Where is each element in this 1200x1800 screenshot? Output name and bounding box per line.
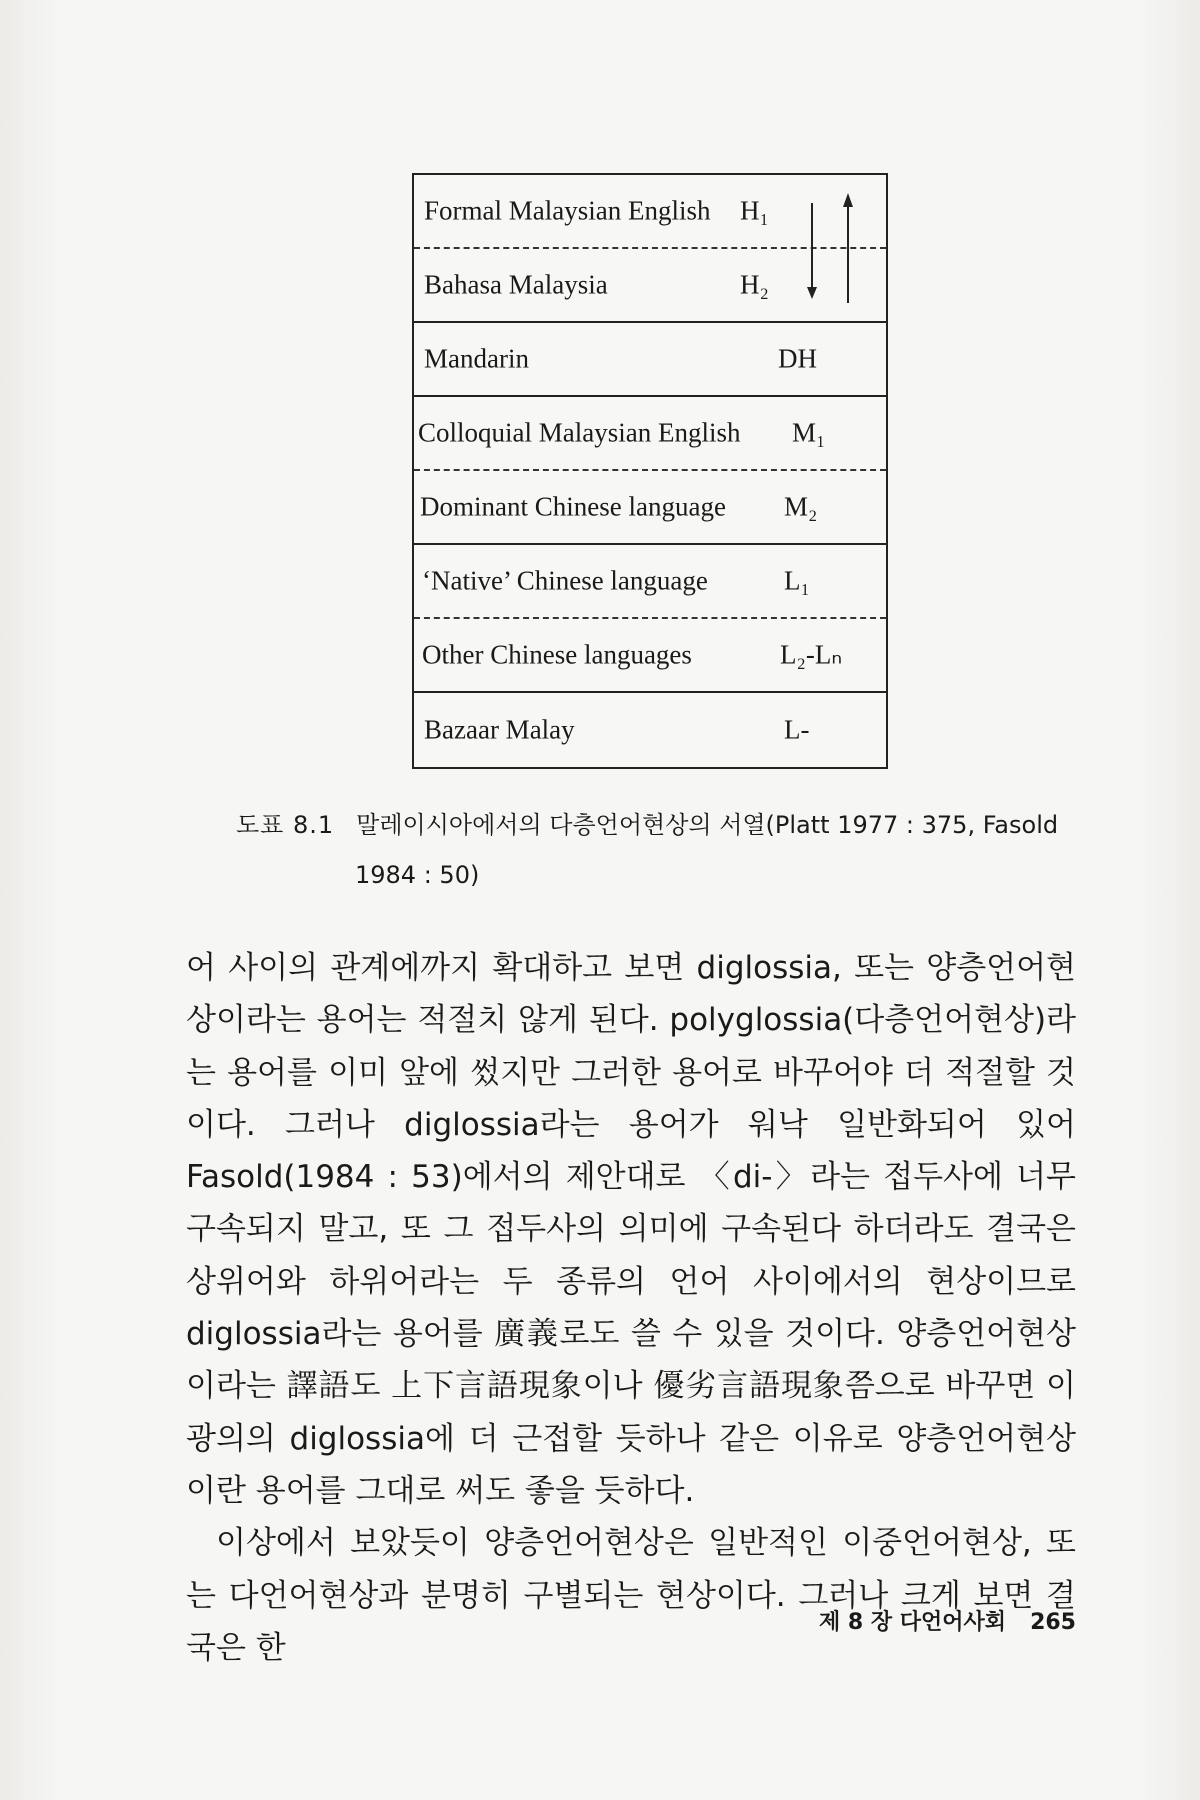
figure-language: Bahasa Malaysia: [424, 269, 608, 300]
paragraph: 어 사이의 관계에까지 확대하고 보면 diglossia, 또는 양층언어현상이라는 용어는 적절치 않게 된다. polyglossia(다층언어현상)라는 용어를 이미 앞에 썼지만 그러한 용어로 바꾸어야 더 적절할 것이다. 그러나 diglossia라는 용어가 워낙 일반화되어 있어 Fasold(1984 : 53)에서의 제안대로 〈di-〉라는 접두사에 너무 구속되지 말고, 또 그 접두사의 의미에 구속된다 하더라도 결국은 상위어와 하위어라는 두 종류의 언어 사이에서의 현상이므로 diglossia라는 용어를 廣義로도 쓸 수 있을 것이다. 양층언어현상이라는 譯語도 上下言語現象이나 優劣言語現象쯤으로 바꾸면 이 광의의 diglossia에 더 근접할 듯하나 같은 이유로 양층언어현상이란 용어를 그대로 써도 좋을 듯하다.: [186, 950, 1076, 1509]
figure-language: ‘Native’ Chinese language: [422, 565, 708, 596]
figure-level: H₁: [740, 195, 769, 226]
running-footer-chapter: 제 8 장 다언어사회: [819, 1610, 1007, 1635]
figure-language: Bazaar Malay: [424, 714, 575, 745]
figure-level: L₂-Lₙ: [780, 639, 843, 670]
figure-level: L₁: [784, 565, 810, 596]
page-number: 265: [1030, 1610, 1076, 1635]
caption-text-line1: 말레이시아에서의 다층언어현상의 서열(Platt 1977 : 375, Fasold: [356, 811, 1059, 839]
figure-row: [414, 619, 886, 693]
figure-language: Other Chinese languages: [422, 639, 692, 670]
figure-level: DH: [778, 343, 817, 374]
figure-row: [414, 545, 886, 619]
h-level-arrows: [414, 175, 890, 335]
paragraph: 이상에서 보았듯이 양층언어현상은 일반적인 이중언어현상, 또는 다언어현상과 분명히 구별되는 현상이다. 그러나 크게 보면 결국은 한: [186, 1525, 1076, 1666]
down-arrow-head: [807, 287, 817, 299]
caption-number: 도표 8.1: [236, 811, 335, 839]
figure-level: H₂: [740, 269, 769, 300]
figure-row: [414, 397, 886, 471]
figure-language: Colloquial Malaysian English: [418, 417, 741, 448]
caption-text-line2: 1984 : 50): [355, 861, 480, 889]
up-arrow-head: [843, 193, 853, 207]
hierarchy-figure: [412, 173, 888, 769]
figure-language: Formal Malaysian English: [424, 195, 711, 226]
figure-level: L-: [784, 714, 810, 745]
figure-language: Mandarin: [424, 343, 529, 374]
figure-row: [414, 471, 886, 545]
page-footer: [776, 1605, 1076, 1636]
figure-caption: [236, 800, 1076, 889]
figure-level: M₁: [792, 417, 826, 448]
figure-row: [414, 693, 886, 767]
figure-level: M₂: [784, 491, 818, 522]
body-text: [186, 942, 1076, 1674]
figure-language: Dominant Chinese language: [420, 491, 726, 522]
